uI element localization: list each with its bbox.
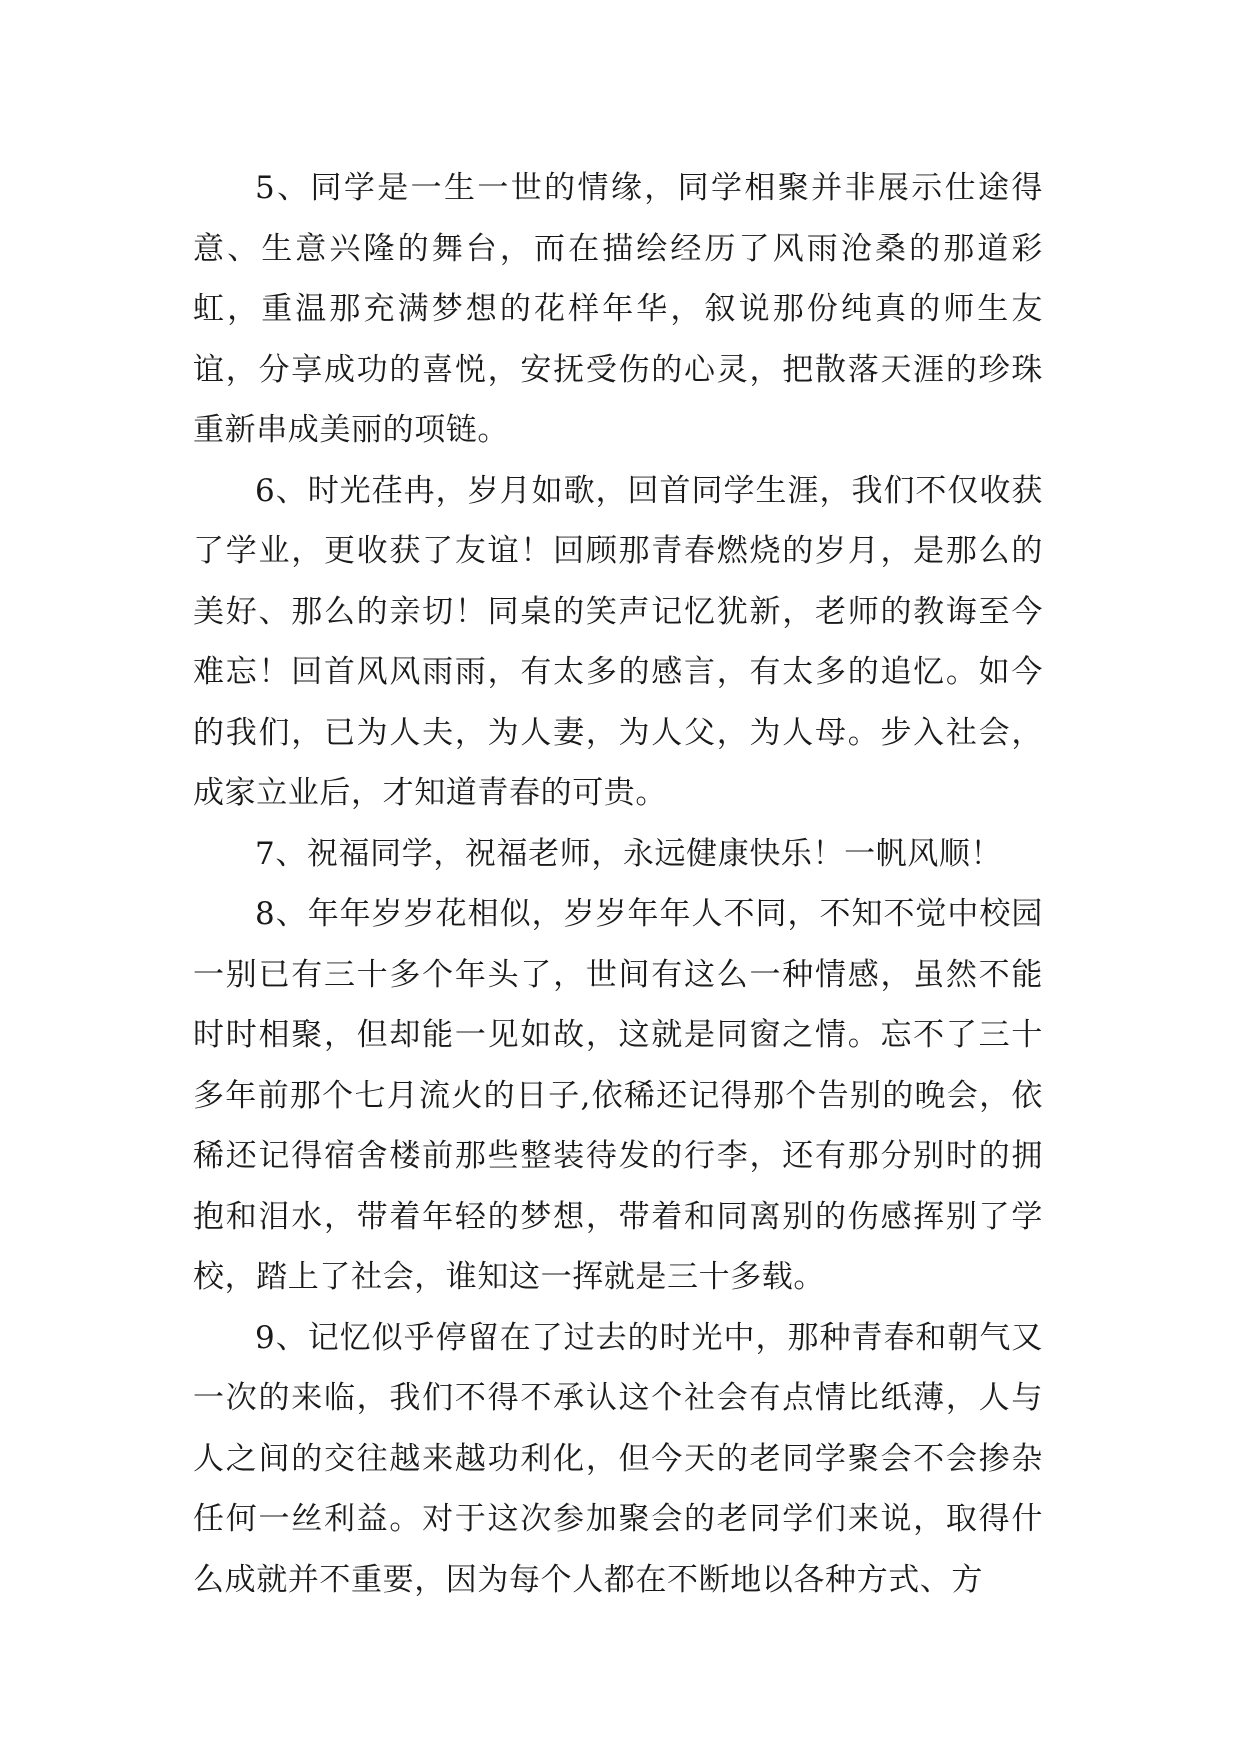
document-body (193, 158, 1043, 1610)
paragraph-6: 6、时光荏冉，岁月如歌，回首同学生涯，我们不仅收获了学业，更收获了友谊！回顾那青春燃烧的岁月，是那么的美好、那么的亲切！同桌的笑声记忆犹新，老师的教诲至今难忘！回首风风雨雨，有太多的感言，有太多的追忆。如今的我们，已为人夫，为人妻，为人父，为人母。步入社会，成家立业后，才知道青春的可贵。 (193, 472, 1043, 811)
paragraph-5: 5、同学是一生一世的情缘，同学相聚并非展示仕途得意、生意兴隆的舞台，而在描绘经历了风雨沧桑的那道彩虹，重温那充满梦想的花样年华，叙说那份纯真的师生友谊，分享成功的喜悦，安抚受伤的心灵，把散落天涯的珍珠重新串成美丽的项链。 (193, 170, 1043, 448)
paragraph-8: 8、年年岁岁花相似，岁岁年年人不同，不知不觉中校园一别已有三十多个年头了，世间有这么一种情感，虽然不能时时相聚，但却能一见如故，这就是同窗之情。忘不了三十多年前那个七月流火的日子,依稀还记得那个告别的晚会，依稀还记得宿舍楼前那些整装待发的行李，还有那分别时的拥抱和泪水，带着年轻的梦想，带着和同离别的伤感挥别了学校，踏上了社会，谁知这一挥就是三十多载。 (193, 896, 1043, 1295)
paragraph-7: 7、祝福同学，祝福老师，永远健康快乐！一帆风顺！ (255, 835, 1003, 872)
paragraph-9: 9、记忆似乎停留在了过去的时光中，那种青春和朝气又一次的来临，我们不得不承认这个社会有点情比纸薄，人与人之间的交往越来越功利化，但今天的老同学聚会不会掺杂任何一丝利益。对于这次参加聚会的老同学们来说，取得什么成就并不重要，因为每个人都在不断地以各种方式、方 (193, 1319, 1043, 1598)
